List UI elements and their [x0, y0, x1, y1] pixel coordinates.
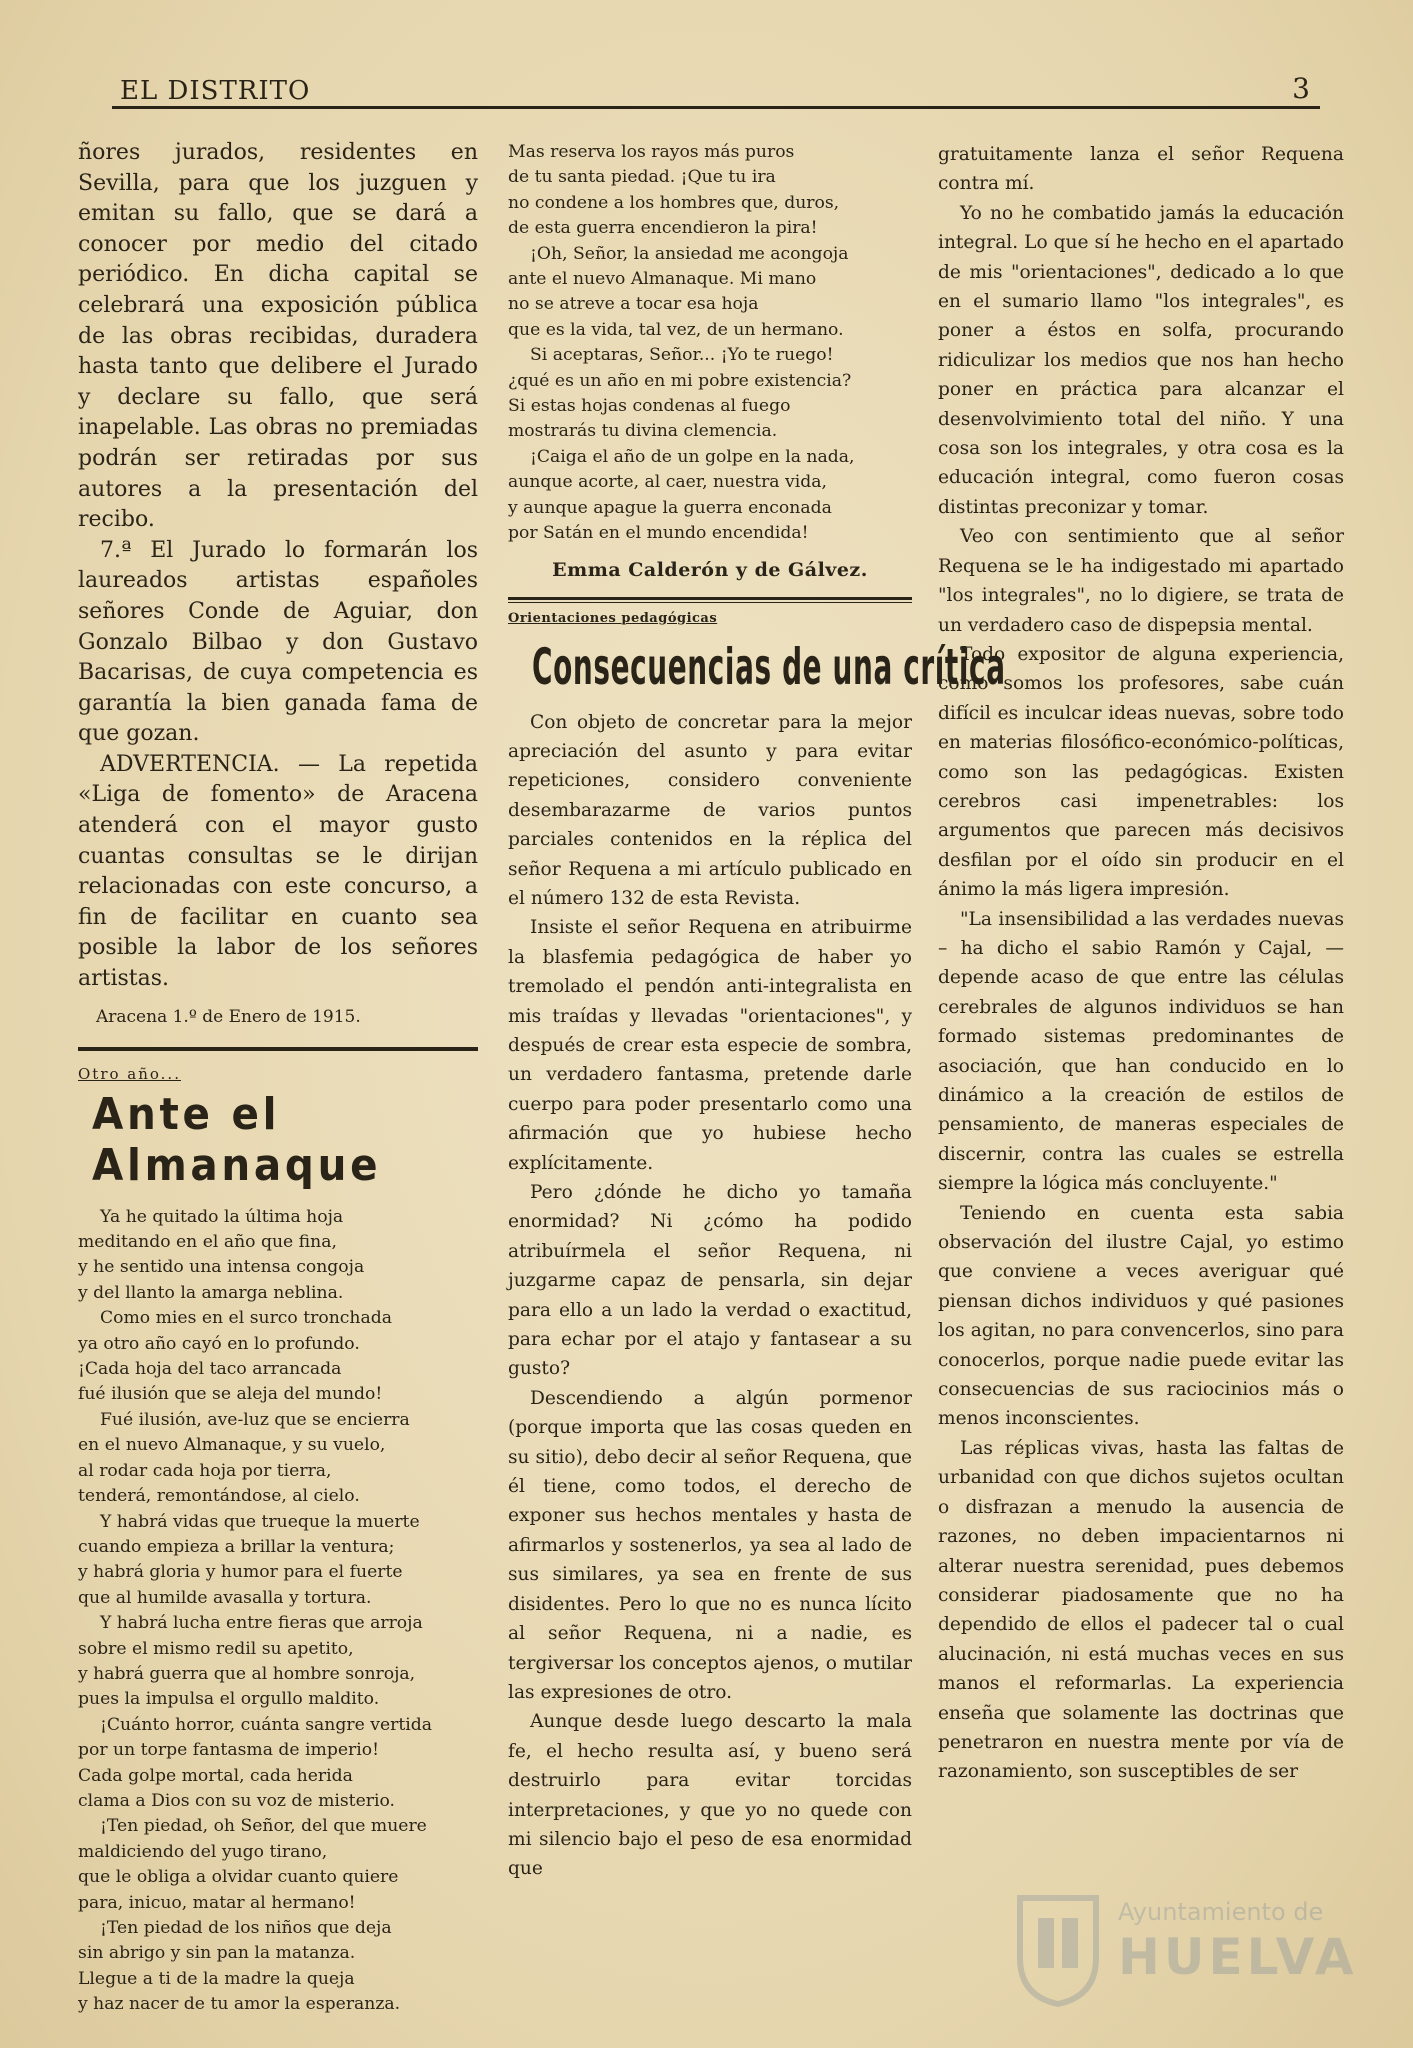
notice-paragraph: 7.ª El Jurado lo formarán los laureados artistas españoles señores Conde de Aguiar, don Gonzalo Bilbao y don Gustavo Bacarisas, de cuya competencia es garantía la bien ganada fama de que gozan.: [78, 537, 478, 747]
column-1: [78, 138, 478, 2018]
page-number: 3: [1292, 72, 1310, 105]
article-paragraph: Las réplicas vivas, hasta las faltas de urbanidad con que dichos sujetos ocultan o disfrazan a menudo la ausencia de razones, no deben impacientarnos ni alterar nuestra serenidad, pues debemos considerar piadosamente que no ha dependido de ellos el padecer tal o cual alucinación, ni está muchas veces en sus manos el reformarlas. La experiencia enseña que solamente las doctrinas que penetraron en nuestra mente por vía de razonamiento, son susceptibles de ser: [938, 1437, 1344, 1783]
notice-paragraph: ADVERTENCIA. — La repetida «Liga de fomento» de Aracena atenderá con el mayor gusto cuantas consultas se le dirijan relacionadas con este concurso, a fin de facilitar en cuanto sea posible la labor de los señores artistas.: [78, 751, 478, 992]
article-paragraph: "La insensibilidad a las verdades nuevas – ha dicho el sabio Ramón y Cajal, — depende acaso de que entre las células cerebrales de algunos individuos se han formado sistemas predominantes de asociación, que han conducido en lo dinámico a la creación de estilos de pensamiento, de maneras especiales de discernir, contra las cuales se estrella siempre la lógica más concluyente.": [938, 908, 1344, 1195]
verse-line: no condene a los hombres que, duros,: [508, 192, 840, 213]
verse-line: para, inicuo, matar al hermano!: [78, 1892, 356, 1913]
verse-line: y aunque apague la guerra enconada: [508, 497, 832, 518]
verse-line: Y habrá lucha entre fieras que arroja: [100, 1613, 423, 1634]
verse-line: Fué ilusión, ave-luz que se encierra: [100, 1409, 410, 1430]
verse-line: y he sentido una intensa congoja: [78, 1257, 365, 1278]
verse-line: y habrá gloria y humor para el fuerte: [78, 1562, 403, 1583]
column-3: [938, 140, 1344, 1787]
verse-line: ¡Ten piedad, oh Señor, del que muere: [100, 1816, 427, 1837]
verse-line: que le obliga a olvidar cuanto quiere: [78, 1867, 399, 1888]
verse-line: en el nuevo Almanaque, y su vuelo,: [78, 1435, 386, 1456]
article-paragraph: Veo con sentimiento que al señor Requena se le ha indigestado mi apartado "los integrales", no lo digiere, se trata de un verdadero caso de dispepsia mental.: [938, 526, 1344, 636]
verse-line: al rodar cada hoja por tierra,: [78, 1460, 332, 1481]
article-paragraph: Insiste el señor Requena en atribuirme la blasfemia pedagógica de haber yo tremolado el pendón anti-integralista en mis traídas y llevadas "orientaciones", y después de crear esta especie de sombra, un verdadero fantasma, pretende darle cuerpo para poder presentarlo como una afirmación que yo hubiese hecho explícitamente.: [508, 917, 912, 1174]
verse-line: sin abrigo y sin pan la matanza.: [78, 1943, 356, 1964]
article-paragraph: Con objeto de concretar para la mejor apreciación del asunto y para evitar repeticiones, considero conveniente desembarazarme de varios puntos parciales contenidos en la réplica del señor Requena a mi artículo publicado en el número 132 de esta Revista.: [508, 711, 912, 909]
article-paragraph: Yo no he combatido jamás la educación integral. Lo que sí he hecho en el apartado de mis "orientaciones", dedicado a lo que en el sumario llamo "los integrales", es poner a éstos en solfa, procurando ridiculizar los medios que nos han hecho poner en práctica para alcanzar el desenvolvimiento total del niño. Y una cosa son los integrales, y otra cosa es la educación integral, como fueron cosas distintas preconizar y tomar.: [938, 202, 1344, 518]
verse-line: ante el nuevo Almanaque. Mi mano: [508, 269, 817, 290]
verse-line: tenderá, remontándose, al cielo.: [78, 1486, 360, 1507]
poem-body: [78, 1205, 478, 2018]
article-body-continued: [938, 140, 1344, 1787]
verse-line: ¡Cuánto horror, cuánta sangre vertida: [100, 1714, 432, 1735]
verse-line: pues la impulsa el orgullo maldito.: [78, 1689, 380, 1710]
watermark-line1: Ayuntamiento de: [1118, 1898, 1324, 1926]
verse-line: fué ilusión que se aleja del mundo!: [78, 1384, 383, 1405]
verse-line: que al humilde avasalla y tortura.: [78, 1587, 372, 1608]
verse-line: Si estas hojas condenas al fuego: [508, 396, 791, 417]
verse-line: ¡Caiga el año de un golpe en la nada,: [530, 446, 855, 467]
verse-line: cuando empieza a brillar la ventura;: [78, 1536, 395, 1557]
column-2: [508, 140, 1006, 1884]
verse-line: mostrarás tu divina clemencia.: [508, 421, 778, 442]
verse-line: meditando en el año que fina,: [78, 1232, 337, 1253]
verse-line: Llegue a ti de la madre la queja: [78, 1968, 355, 1989]
article-paragraph: Pero ¿dónde he dicho yo tamaña enormidad? Ni ¿cómo ha podido atribuírmela el señor Requena, ni juzgarme capaz de pensarla, sin dejar para ello a un lado la verdad o exactitud, para echar por el atajo y fantasear a su gusto?: [508, 1182, 912, 1380]
archive-watermark: [1010, 1888, 1370, 2018]
verse-line: ¡Oh, Señor, la ansiedad me acongoja: [530, 243, 849, 264]
verse-line: Si aceptaras, Señor... ¡Yo te ruego!: [530, 345, 834, 366]
verse-line: aunque acorte, al caer, nuestra vida,: [508, 472, 827, 493]
article-paragraph: gratuitamente lanza el señor Requena contra mí.: [938, 144, 1344, 195]
article-body: [508, 708, 912, 1884]
verse-line: clama a Dios con su voz de misterio.: [78, 1790, 395, 1811]
coat-of-arms-icon: [1010, 1888, 1106, 2008]
verse-line: Mas reserva los rayos más puros: [508, 142, 795, 162]
notice-paragraph: ñores jurados, residentes en Sevilla, para que los juzguen y emitan su fallo, que se dará a conocer por medio del citado periódico. En dicha capital se celebrará una exposición pública de las obras recibidas, duradera hasta tanto que delibere el Jurado y declare su fallo, que será inapelable. Las obras no premiadas podrán ser retiradas por sus autores a la presentación del recibo.: [78, 140, 478, 533]
article-paragraph: Aunque desde luego descarto la mala fe, el hecho resulta así, y bueno será destruirlo para evitar torcidas interpretaciones, y que yo no quede con mi silencio bajo el peso de esa enormidad que: [508, 1711, 912, 1880]
verse-line: Como mies en el surco tronchada: [100, 1308, 392, 1329]
article-paragraph: Descendiendo a algún pormenor (porque importa que las cosas queden en su sitio), debo decir al señor Requena, que él tiene, como todos, el derecho de exponer sus hechos mentales y hasta de afirmarlos y sostenerlos, ya sea al lado de sus similares, ya sea en frente de sus disidentes. Pero lo que no es nunca lícito al señor Requena, ni a nadie, es tergiversar los conceptos ajenos, o mutilar las expresiones de otro.: [508, 1387, 912, 1703]
section-divider: [508, 597, 912, 603]
section-divider: [78, 1047, 478, 1051]
verse-line: por un torpe fantasma de imperio!: [78, 1740, 379, 1761]
poem-headline: Ante el Almanaque: [92, 1088, 382, 1191]
poem-kicker: Otro año...: [78, 1064, 181, 1083]
verse-line: ¿qué es un año en mi pobre existencia?: [508, 370, 852, 391]
verse-line: y haz nacer de tu amor la esperanza.: [78, 1994, 401, 2015]
dateline: Aracena 1.º de Enero de 1915.: [96, 1006, 361, 1027]
poem-signature: Emma Calderón y de Gálvez.: [552, 558, 868, 581]
verse-line: sobre el mismo redil su apetito,: [78, 1638, 354, 1659]
article-headline: Consecuencias de una crítica: [532, 637, 1006, 696]
article-paragraph: Todo expositor de alguna experiencia, como somos los profesores, sabe cuán difícil es inculcar ideas nuevas, sobre todo en materias filosófico-económico-políticas, como son las pedagógicas. Existen cerebros casi impenetrables: los argumentos que parecen más decisivos desfilan por el oído sin producir en el ánimo la más ligera impresión.: [938, 643, 1344, 901]
verse-line: ya otro año cayó en lo profundo.: [78, 1333, 360, 1354]
verse-line: de tu santa piedad. ¡Que tu ira: [508, 167, 776, 188]
verse-line: por Satán en el mundo encendida!: [508, 523, 809, 544]
verse-line: no se atreve a tocar esa hoja: [508, 294, 759, 315]
verse-line: Ya he quitado la última hoja: [100, 1206, 344, 1227]
verse-line: maldiciendo del yugo tirano,: [78, 1841, 328, 1862]
watermark-line2: HUELVA: [1118, 1928, 1358, 1986]
verse-line: de esta guerra encendieron la pira!: [508, 218, 818, 239]
verse-line: ¡Ten piedad de los niños que deja: [100, 1918, 392, 1938]
verse-line: Cada golpe mortal, cada herida: [78, 1765, 353, 1786]
verse-line: ¡Cada hoja del taco arrancada: [78, 1359, 342, 1380]
page-header: [112, 72, 1320, 109]
poem-continuation: [508, 140, 912, 547]
verse-line: y del llanto la amarga neblina.: [78, 1282, 344, 1303]
verse-line: Y habrá vidas que trueque la muerte: [100, 1511, 420, 1532]
contest-notice: [78, 138, 478, 995]
verse-line: y habrá guerra que al hombre sonroja,: [78, 1663, 416, 1684]
article-kicker: Orientaciones pedagógicas: [508, 610, 718, 626]
newspaper-title: EL DISTRITO: [120, 76, 311, 106]
article-paragraph: Teniendo en cuenta esta sabia observación del ilustre Cajal, yo estimo que conviene a veces averiguar qué piensan dichos individuos y qué pasiones los agitan, no para convencerlos, sino para conocerlos, porque nadie puede evitar las consecuencias de sus raciocinios más o menos inconscientes.: [938, 1202, 1344, 1430]
verse-line: que es la vida, tal vez, de un hermano.: [508, 319, 844, 340]
